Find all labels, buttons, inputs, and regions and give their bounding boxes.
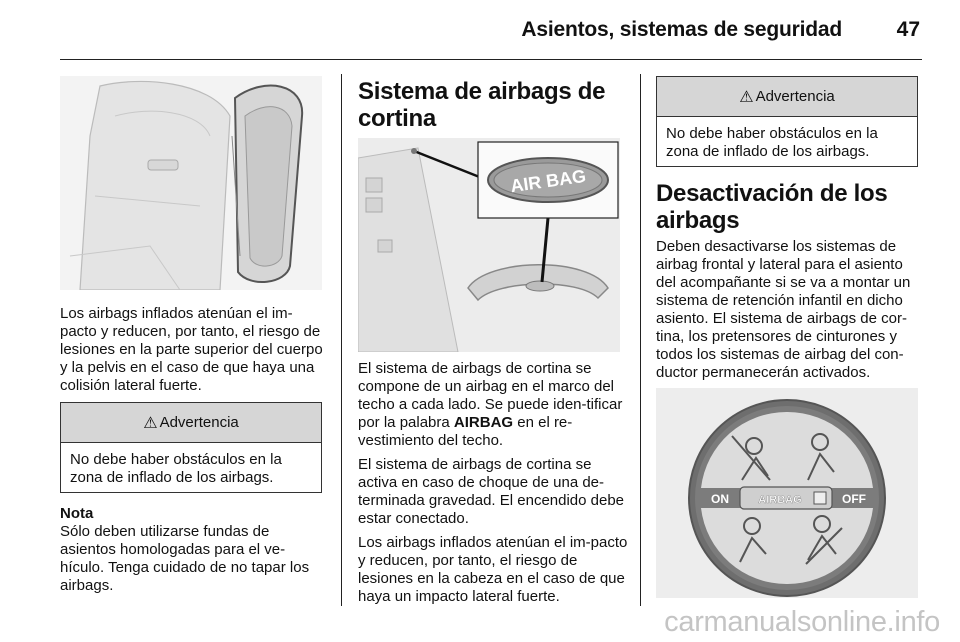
column-divider-left xyxy=(341,74,342,606)
deactivation-heading: Desactivación de los airbags xyxy=(656,180,888,234)
curtain-airbag-illustration xyxy=(358,138,620,352)
warning-header-right xyxy=(657,77,917,117)
note-label: Nota xyxy=(60,505,94,522)
deactivation-paragraph: Deben desactivarse los sistemas de airbag frontal y lateral para el asiento del acompañante si se va a montar un sistema de retención infantil en dicho asiento. El sistema de airbags de cor-tina, los pretensores de cinturones y todos los sistemas de airbag del con-ductor permanecerán activados. xyxy=(656,238,911,381)
switch-on-label: ON xyxy=(711,492,729,506)
warning-box-right xyxy=(656,76,918,167)
curtain-airbag-heading: Sistema de airbags de cortina xyxy=(358,78,606,132)
side-airbag-paragraph: Los airbags inflados atenúan el im-pacto y reducen, por tanto, el riesgo de lesiones en la parte superior del cuerpo y la pelvis en el caso de que haya una colisión lateral fuerte. xyxy=(60,305,323,394)
column-divider-right xyxy=(640,74,641,606)
airbag-switch-drawing xyxy=(656,388,918,598)
warning-triangle-icon: ⚠ xyxy=(739,88,754,106)
note-text: Sólo deben utilizarse fundas de asientos homologadas para el ve-hículo. Tenga cuidado de no tapar los airbags. xyxy=(60,523,310,594)
page-number: 47 xyxy=(896,18,920,41)
curtain-airbag-drawing xyxy=(358,138,620,352)
warning-box-left xyxy=(60,402,322,493)
curtain-airbag-paragraph-2: El sistema de airbags de cortina se activa en caso de choque de una de-terminada gravedad. El encendido debe estar conectado. xyxy=(358,456,625,527)
airbag-switch-illustration xyxy=(656,388,918,598)
header-rule xyxy=(60,59,922,60)
warning-text-right: No debe haber obstáculos en la zona de inflado de los airbags. xyxy=(666,125,878,160)
running-header-title: Asientos, sistemas de seguridad xyxy=(521,18,842,41)
side-airbag-illustration xyxy=(60,76,322,290)
side-airbag-seat-drawing xyxy=(60,76,322,290)
airbag-label-text: AIR BAG xyxy=(509,165,588,197)
switch-off-label: OFF xyxy=(842,492,866,506)
p1-before: El sistema de airbags de cortina se compone de un airbag en el marco del techo a cada lado. Se puede iden-tificar por la palabra xyxy=(358,360,623,431)
curtain-airbag-paragraph-1 xyxy=(358,360,630,450)
curtain-airbag-paragraph-3: Los airbags inflados atenúan el im-pacto y reducen, por tanto, el riesgo de lesiones en la cabeza en el caso de que haya un impacto lateral fuerte. xyxy=(358,534,628,605)
watermark: carmanualsonline.info xyxy=(664,606,940,638)
switch-center-label: AIRBAG xyxy=(758,494,802,506)
switch-lamp-icon xyxy=(814,492,826,504)
warning-title-right: Advertencia xyxy=(755,88,835,105)
p1-after: en el re-vestimiento del techo. xyxy=(358,414,573,449)
warning-title-left: Advertencia xyxy=(159,414,239,431)
airbag-word: AIRBAG xyxy=(453,414,514,431)
warning-triangle-icon: ⚠ xyxy=(143,414,158,432)
warning-header-left xyxy=(61,403,321,443)
warning-text-left: No debe haber obstáculos en la zona de inflado de los airbags. xyxy=(70,451,282,486)
